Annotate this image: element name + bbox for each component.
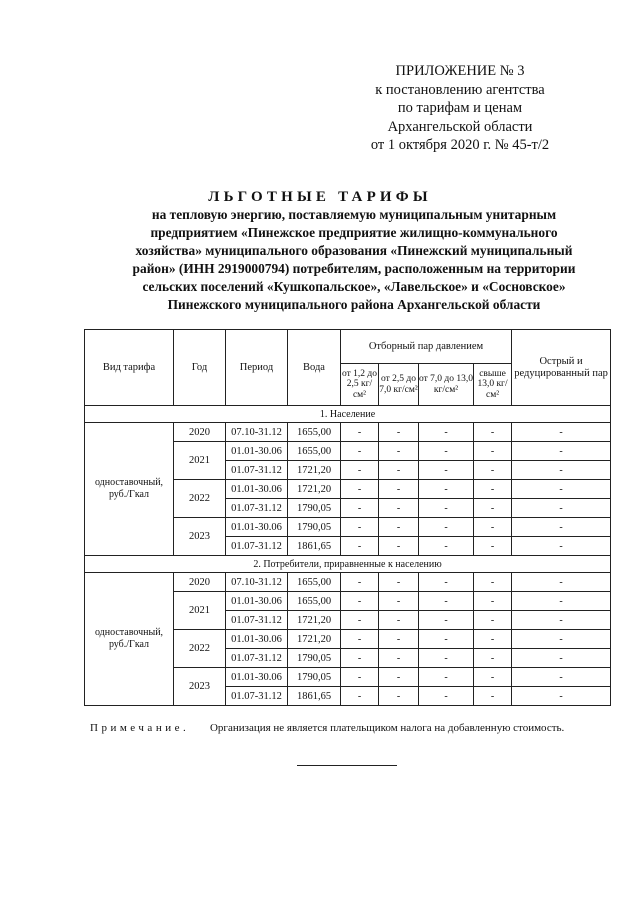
appendix-number: ПРИЛОЖЕНИЕ № 3 — [395, 63, 525, 79]
year-cell: 2020 — [174, 423, 226, 442]
header-steam-4: свыше 13,0 кг/см² — [474, 364, 512, 406]
appendix-ref-line-1: к постановлению агентства — [375, 81, 545, 98]
header-tariff-type: Вид тарифа — [85, 330, 174, 406]
dash-cell: - — [419, 668, 474, 687]
footnote-label: Примечание. — [90, 722, 190, 734]
dash-cell: - — [512, 537, 611, 556]
dash-cell: - — [379, 480, 419, 499]
period-cell: 01.07-31.12 — [226, 499, 288, 518]
period-cell: 01.07-31.12 — [226, 649, 288, 668]
dash-cell: - — [341, 537, 379, 556]
dash-cell: - — [379, 461, 419, 480]
year-cell: 2023 — [174, 668, 226, 706]
dash-cell: - — [474, 649, 512, 668]
period-cell: 01.07-31.12 — [226, 611, 288, 630]
dash-cell: - — [419, 480, 474, 499]
year-cell: 2023 — [174, 518, 226, 556]
dash-cell: - — [474, 442, 512, 461]
header-steam-3: от 7,0 до 13,0 кг/см² — [419, 364, 474, 406]
water-value-cell: 1721,20 — [288, 630, 341, 649]
dash-cell: - — [341, 461, 379, 480]
dash-cell: - — [341, 499, 379, 518]
subtitle-line: хозяйства» муниципального образования «Пинежский муниципальный — [135, 243, 573, 258]
dash-cell: - — [512, 630, 611, 649]
appendix-ref-line-3: Архангельской области — [387, 118, 533, 135]
header-water: Вода — [288, 330, 341, 406]
section-title: 2. Потребители, приравненные к населению — [85, 556, 611, 573]
dash-cell: - — [419, 537, 474, 556]
appendix-ref-line-2: по тарифам и ценам — [397, 100, 523, 116]
year-cell: 2021 — [174, 592, 226, 630]
water-value-cell: 1861,65 — [288, 537, 341, 556]
period-cell: 01.07-31.12 — [226, 461, 288, 480]
period-cell: 01.01-30.06 — [226, 442, 288, 461]
dash-cell: - — [419, 611, 474, 630]
dash-cell: - — [474, 611, 512, 630]
section-row — [85, 556, 611, 573]
dash-cell: - — [379, 442, 419, 461]
dash-cell: - — [474, 480, 512, 499]
tariff-type-cell: одноставочный, руб./Гкал — [85, 423, 174, 556]
year-cell: 2020 — [174, 573, 226, 592]
dash-cell: - — [419, 499, 474, 518]
footnote — [90, 722, 610, 734]
dash-cell: - — [512, 461, 611, 480]
dash-cell: - — [512, 668, 611, 687]
header-sharp-steam: Острый и редуцированный пар — [512, 330, 611, 406]
table-body — [85, 406, 611, 706]
water-value-cell: 1655,00 — [288, 573, 341, 592]
water-value-cell: 1721,20 — [288, 611, 341, 630]
table-row — [85, 423, 611, 442]
year-cell: 2022 — [174, 630, 226, 668]
subtitle-line: на тепловую энергию, поставляемую муниципальным унитарным — [151, 207, 557, 222]
dash-cell: - — [341, 668, 379, 687]
water-value-cell: 1790,05 — [288, 499, 341, 518]
year-cell: 2021 — [174, 442, 226, 480]
dash-cell: - — [341, 518, 379, 537]
dash-cell: - — [474, 630, 512, 649]
dash-cell: - — [474, 668, 512, 687]
header-steam-1: от 1,2 до 2,5 кг/см² — [341, 364, 379, 406]
dash-cell: - — [341, 611, 379, 630]
dash-cell: - — [474, 537, 512, 556]
dash-cell: - — [474, 518, 512, 537]
dash-cell: - — [379, 499, 419, 518]
dash-cell: - — [512, 480, 611, 499]
dash-cell: - — [512, 573, 611, 592]
dash-cell: - — [474, 423, 512, 442]
dash-cell: - — [419, 423, 474, 442]
dash-cell: - — [341, 687, 379, 706]
section-title: 1. Население — [85, 406, 611, 423]
dash-cell: - — [341, 573, 379, 592]
dash-cell: - — [379, 592, 419, 611]
dash-cell: - — [419, 592, 474, 611]
year-cell: 2022 — [174, 480, 226, 518]
header-steam: Отборный пар давлением — [341, 330, 512, 364]
water-value-cell: 1790,05 — [288, 668, 341, 687]
appendix-block — [330, 62, 590, 155]
tariff-table — [84, 329, 611, 706]
dash-cell: - — [474, 687, 512, 706]
dash-cell: - — [474, 592, 512, 611]
dash-cell: - — [379, 573, 419, 592]
dash-cell: - — [474, 573, 512, 592]
dash-cell: - — [512, 442, 611, 461]
water-value-cell: 1655,00 — [288, 592, 341, 611]
section-row — [85, 406, 611, 423]
dash-cell: - — [341, 592, 379, 611]
water-value-cell: 1721,20 — [288, 461, 341, 480]
subtitle-line: предприятием «Пинежское предприятие жилищно-коммунального — [150, 225, 558, 240]
water-value-cell: 1861,65 — [288, 687, 341, 706]
document-subtitle — [95, 206, 613, 314]
dash-cell: - — [379, 518, 419, 537]
dash-cell: - — [379, 537, 419, 556]
period-cell: 07.10-31.12 — [226, 573, 288, 592]
dash-cell: - — [419, 649, 474, 668]
water-value-cell: 1790,05 — [288, 518, 341, 537]
dash-cell: - — [474, 461, 512, 480]
dash-cell: - — [512, 518, 611, 537]
dash-cell: - — [474, 499, 512, 518]
dash-cell: - — [379, 630, 419, 649]
dash-cell: - — [379, 611, 419, 630]
dash-cell: - — [419, 442, 474, 461]
dash-cell: - — [512, 687, 611, 706]
dash-cell: - — [379, 668, 419, 687]
subtitle-line: сельских поселений «Кушкопальское», «Лавельское» и «Сосновское» — [142, 279, 566, 294]
period-cell: 01.01-30.06 — [226, 518, 288, 537]
dash-cell: - — [419, 630, 474, 649]
period-cell: 01.07-31.12 — [226, 537, 288, 556]
document-title: ЛЬГОТНЫЕ ТАРИФЫ — [208, 189, 432, 205]
dash-cell: - — [419, 687, 474, 706]
header-period: Период — [226, 330, 288, 406]
dash-cell: - — [419, 573, 474, 592]
dash-cell: - — [512, 649, 611, 668]
dash-cell: - — [512, 611, 611, 630]
tariff-type-cell: одноставочный, руб./Гкал — [85, 573, 174, 706]
dash-cell: - — [379, 687, 419, 706]
dash-cell: - — [512, 592, 611, 611]
water-value-cell: 1655,00 — [288, 442, 341, 461]
period-cell: 01.01-30.06 — [226, 668, 288, 687]
dash-cell: - — [512, 499, 611, 518]
water-value-cell: 1790,05 — [288, 649, 341, 668]
period-cell: 01.01-30.06 — [226, 480, 288, 499]
period-cell: 01.07-31.12 — [226, 687, 288, 706]
dash-cell: - — [512, 423, 611, 442]
water-value-cell: 1721,20 — [288, 480, 341, 499]
footnote-text: Организация не является плательщиком налога на добавленную стоимость. — [209, 722, 565, 734]
dash-cell: - — [341, 423, 379, 442]
subtitle-line: район» (ИНН 2919000794) потребителям, расположенным на территории — [132, 261, 576, 276]
dash-cell: - — [379, 423, 419, 442]
dash-cell: - — [419, 518, 474, 537]
period-cell: 01.01-30.06 — [226, 630, 288, 649]
dash-cell: - — [379, 649, 419, 668]
water-value-cell: 1655,00 — [288, 423, 341, 442]
header-steam-2: от 2,5 до 7,0 кг/см² — [379, 364, 419, 406]
appendix-ref-line-4: от 1 октября 2020 г. № 45-т/2 — [370, 137, 550, 153]
header-year: Год — [174, 330, 226, 406]
dash-cell: - — [419, 461, 474, 480]
dash-cell: - — [341, 480, 379, 499]
table-row — [85, 573, 611, 592]
period-cell: 01.01-30.06 — [226, 592, 288, 611]
closing-rule — [297, 765, 397, 766]
period-cell: 07.10-31.12 — [226, 423, 288, 442]
subtitle-line: Пинежского муниципального района Архангельской области — [167, 297, 541, 312]
dash-cell: - — [341, 442, 379, 461]
dash-cell: - — [341, 649, 379, 668]
dash-cell: - — [341, 630, 379, 649]
